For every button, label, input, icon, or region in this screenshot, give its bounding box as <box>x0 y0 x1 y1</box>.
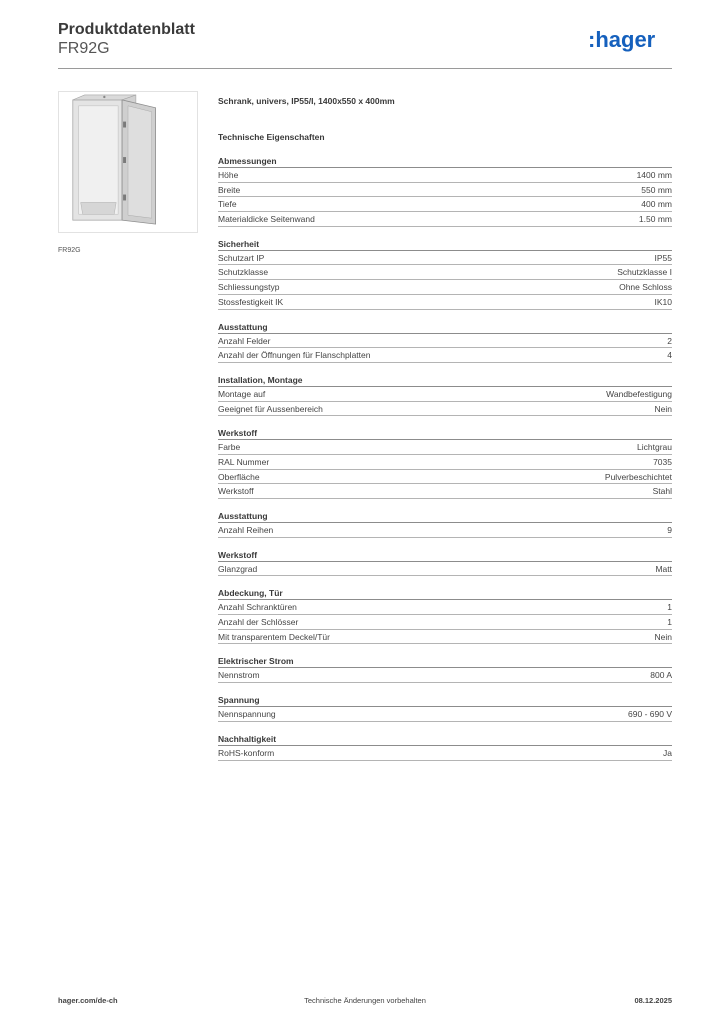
spec-group-title: Installation, Montage <box>218 374 672 387</box>
spec-group <box>218 321 672 363</box>
spec-row <box>218 600 672 615</box>
spec-group-title: Werkstoff <box>218 549 672 562</box>
spec-value: IP55 <box>654 252 672 263</box>
spec-row <box>218 668 672 683</box>
footer-website: hager.com/de-ch <box>58 996 118 1005</box>
spec-label: Schutzart IP <box>218 252 265 263</box>
spec-label: Glanzgrad <box>218 563 258 574</box>
spec-row <box>218 212 672 227</box>
spec-row <box>218 470 672 485</box>
spec-group <box>218 510 672 538</box>
spec-group <box>218 155 672 227</box>
spec-row <box>218 251 672 266</box>
spec-label: Montage auf <box>218 388 266 399</box>
spec-group-title: Werkstoff <box>218 427 672 440</box>
spec-value: 1400 mm <box>636 170 672 180</box>
spec-value: 690 - 690 V <box>628 709 672 720</box>
product-image-column <box>58 91 198 254</box>
spec-label: Anzahl Felder <box>218 335 271 346</box>
spec-label: Höhe <box>218 170 239 180</box>
spec-value: 1.50 mm <box>638 214 672 225</box>
spec-label: Anzahl Reihen <box>218 525 274 535</box>
spec-group-title: Ausstattung <box>218 321 672 334</box>
spec-row <box>218 484 672 499</box>
spec-value: 2 <box>667 335 672 346</box>
spec-row <box>218 746 672 761</box>
spec-group-title: Sicherheit <box>218 238 672 251</box>
spec-group-title: Ausstattung <box>218 510 672 523</box>
spec-value: 9 <box>667 525 672 535</box>
spec-row <box>218 402 672 417</box>
spec-value: Nein <box>654 631 672 642</box>
spec-group <box>218 733 672 761</box>
spec-group-title: Spannung <box>218 694 672 707</box>
spec-value: 1 <box>667 617 672 628</box>
spec-group <box>218 587 672 644</box>
spec-row <box>218 440 672 455</box>
spec-label: Oberfläche <box>218 471 260 482</box>
spec-value: 400 mm <box>641 199 672 210</box>
spec-value: Wandbefestigung <box>606 388 672 399</box>
spec-value: Ja <box>663 747 672 758</box>
spec-label: Geeignet für Aussenbereich <box>218 403 323 414</box>
spec-row <box>218 280 672 295</box>
spec-row <box>218 630 672 645</box>
product-code: FR92G <box>58 40 110 57</box>
spec-label: Anzahl Schranktüren <box>218 602 297 613</box>
spec-group-title: Abdeckung, Tür <box>218 587 672 600</box>
spec-label: Stossfestigkeit IK <box>218 296 284 307</box>
spec-value: Lichtgrau <box>637 442 672 453</box>
spec-group <box>218 238 672 310</box>
spec-label: Nennspannung <box>218 709 276 720</box>
spec-row <box>218 183 672 198</box>
spec-value: Schutzklasse I <box>617 267 672 278</box>
spec-value: Stahl <box>652 486 672 497</box>
spec-value: Ohne Schloss <box>619 282 672 293</box>
spec-label: Nennstrom <box>218 670 260 681</box>
spec-value: 1 <box>667 602 672 613</box>
spec-value: Pulverbeschichtet <box>604 471 672 482</box>
spec-row <box>218 295 672 310</box>
spec-value: 550 mm <box>641 184 672 195</box>
spec-row <box>218 348 672 363</box>
footer-notice: Technische Änderungen vorbehalten <box>304 996 426 1005</box>
page-footer <box>58 996 672 1010</box>
page-header <box>58 20 672 70</box>
spec-label: RAL Nummer <box>218 456 270 467</box>
section-heading: Technische Eigenschaften <box>218 132 325 142</box>
footer-date: 08.12.2025 <box>634 996 672 1005</box>
spec-group-title: Nachhaltigkeit <box>218 733 672 746</box>
spec-label: Anzahl der Schlösser <box>218 617 299 628</box>
spec-row <box>218 387 672 402</box>
spec-group-title: Abmessungen <box>218 155 672 168</box>
spec-value: 7035 <box>653 456 672 467</box>
spec-row <box>218 455 672 470</box>
spec-row <box>218 562 672 577</box>
spec-group <box>218 694 672 722</box>
spec-row <box>218 334 672 349</box>
spec-label: Schutzklasse <box>218 267 269 278</box>
spec-label: Mit transparentem Deckel/Tür <box>218 631 330 642</box>
spec-label: Anzahl der Öffnungen für Flanschplatten <box>218 350 371 361</box>
product-description: Schrank, univers, IP55/I, 1400x550 x 400mm <box>218 96 395 106</box>
spec-label: Werkstoff <box>218 486 254 497</box>
spec-group <box>218 655 672 683</box>
spec-label: Tiefe <box>218 199 237 210</box>
spec-row <box>218 523 672 538</box>
spec-value: Matt <box>655 563 672 574</box>
header-divider <box>58 68 672 69</box>
spec-groups <box>218 155 672 761</box>
spec-row <box>218 707 672 722</box>
image-caption: FR92G <box>58 247 81 254</box>
specifications <box>218 94 672 761</box>
spec-value: IK10 <box>654 296 672 307</box>
spec-label: Materialdicke Seitenwand <box>218 214 315 225</box>
spec-value: 4 <box>667 350 672 361</box>
logo-text: :hager <box>588 28 656 52</box>
cabinet-open-door-illustration <box>58 91 198 233</box>
spec-value: 800 A <box>650 670 672 681</box>
document-title: Produktdatenblatt <box>58 21 195 38</box>
spec-row <box>218 615 672 630</box>
spec-label: Breite <box>218 184 241 195</box>
spec-group-title: Elektrischer Strom <box>218 655 672 668</box>
spec-row <box>218 168 672 183</box>
spec-row <box>218 197 672 212</box>
spec-label: Farbe <box>218 442 241 453</box>
spec-label: Schliessungstyp <box>218 282 280 293</box>
spec-label: RoHS-konform <box>218 747 275 758</box>
spec-value: Nein <box>654 403 672 414</box>
spec-group <box>218 427 672 499</box>
spec-row <box>218 265 672 280</box>
hager-logo <box>588 28 672 52</box>
spec-group <box>218 549 672 577</box>
spec-group <box>218 374 672 416</box>
